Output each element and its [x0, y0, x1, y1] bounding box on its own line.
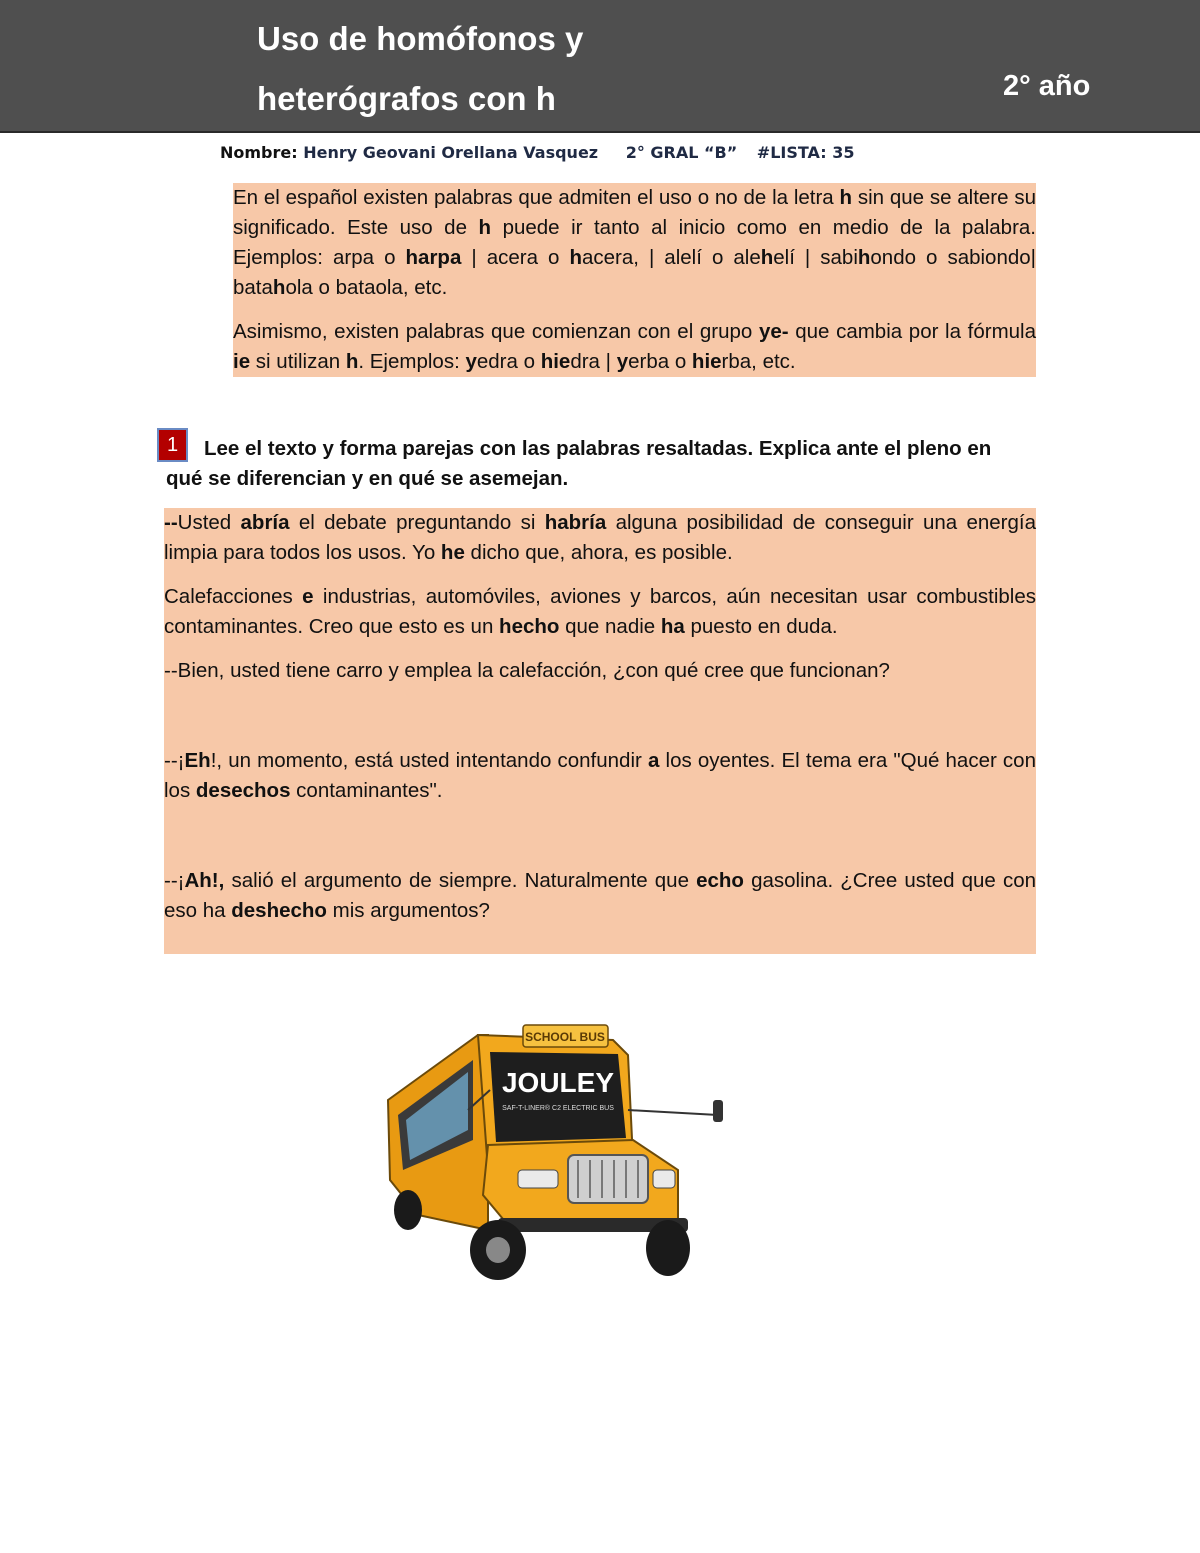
- text-run: | acera o: [461, 246, 570, 269]
- text-run: edra o: [476, 350, 541, 373]
- highlighted-word: h: [760, 246, 774, 269]
- highlighted-word: abría: [240, 511, 290, 534]
- text-run: acera, | alelí o ale: [581, 246, 761, 269]
- highlighted-word: Ah!,: [184, 869, 225, 892]
- text-run: si utilizan: [250, 350, 346, 373]
- highlighted-word: ye-: [758, 320, 789, 343]
- text-run: rba, etc.: [721, 350, 796, 373]
- student-info: [220, 143, 854, 162]
- highlighted-word: ie: [233, 350, 251, 373]
- text-run: Usted: [177, 511, 241, 534]
- highlighted-word: he: [440, 541, 465, 564]
- text-run: En el español existen palabras que admiten el uso o no de la letra: [233, 186, 840, 209]
- highlighted-word: e: [302, 585, 314, 608]
- page-header: [0, 0, 1200, 133]
- text-run: erba o: [628, 350, 692, 373]
- highlighted-word: h: [569, 246, 582, 269]
- grade-label: 2° año: [1003, 70, 1091, 102]
- dialogue-box: [164, 508, 1036, 954]
- highlighted-word: hie: [691, 350, 722, 373]
- title-line-1: Uso de homófonos y: [257, 20, 584, 57]
- bus-sign-text: SCHOOL BUS: [525, 1030, 605, 1044]
- text-run: elí | sabi: [773, 246, 858, 269]
- activity-instruction-text: Lee el texto y forma parejas con las palabras resaltadas. Explica ante el pleno en qué se diferencian y en qué se asemejan.: [166, 437, 992, 490]
- school-bus-image: [378, 1020, 748, 1280]
- text-run: . Ejemplos:: [358, 350, 466, 373]
- intro-paragraph-2: [233, 317, 1036, 377]
- text-run: gasolina. ¿Cree usted que con eso ha: [164, 869, 1036, 922]
- highlighted-word: h: [478, 216, 492, 239]
- text-run: puede ir tanto al inicio como en medio de la palabra. Ejemplos: arpa o: [233, 216, 1036, 269]
- student-name: Henry Geovani Orellana Vasquez: [303, 143, 599, 162]
- highlighted-word: deshecho: [231, 899, 327, 922]
- text-run: --¡: [164, 869, 185, 892]
- text-run: los oyentes. El tema era "Qué hacer con los: [164, 749, 1036, 802]
- highlighted-word: h: [857, 246, 871, 269]
- intro-paragraph-1: [233, 183, 1036, 303]
- text-run: industrias, automóviles, aviones y barcos, aún necesitan usar combustibles contaminantes. Creo que esto es un: [164, 585, 1036, 638]
- highlighted-word: echo: [696, 869, 744, 892]
- text-run: contaminantes".: [290, 779, 443, 802]
- dialogue-paragraph-2: [164, 582, 1036, 642]
- highlighted-word: desechos: [195, 779, 291, 802]
- text-run: mis argumentos?: [326, 899, 490, 922]
- text-run: dra |: [570, 350, 617, 373]
- highlighted-word: a: [647, 749, 660, 772]
- activity-number-badge: 1: [157, 428, 188, 462]
- text-run: que nadie: [559, 615, 661, 638]
- text-run: sin que se altere su significado. Este uso de: [233, 186, 1036, 239]
- text-run: el debate preguntando si: [289, 511, 545, 534]
- name-label: Nombre:: [220, 143, 298, 162]
- title-line-2: heterógrafos con h: [257, 80, 556, 117]
- text-run: alguna posibilidad de conseguir una energía limpia para todos los usos. Yo: [164, 511, 1037, 564]
- text-run: dicho que, ahora, es posible.: [464, 541, 733, 564]
- text-run: puesto en duda.: [684, 615, 838, 638]
- dialogue-paragraph-5: [164, 866, 1036, 926]
- highlighted-word: hie: [540, 350, 571, 373]
- intro-box: [233, 183, 1036, 377]
- text-run: salió el argumento de siempre. Naturalmente que: [224, 869, 697, 892]
- bus-brand-text: JOULEY: [501, 1067, 615, 1098]
- text-run: ondo o sabiondo| bata: [233, 246, 1036, 299]
- highlighted-word: Eh: [184, 749, 211, 772]
- student-list-number: #LISTA: 35: [756, 143, 855, 162]
- text-run: que cambia por la fórmula: [788, 320, 1036, 343]
- dialogue-paragraph-1: [164, 508, 1036, 568]
- text-run: --¡: [164, 749, 185, 772]
- highlighted-word: y: [465, 350, 477, 373]
- highlighted-word: ha: [660, 615, 685, 638]
- text-run: --Bien, usted tiene carro y emplea la calefacción, ¿con qué cree que funcionan?: [164, 659, 890, 682]
- highlighted-word: h: [272, 276, 286, 299]
- highlighted-word: habría: [544, 511, 607, 534]
- highlighted-word: h: [839, 186, 853, 209]
- text-run: Calefacciones: [164, 585, 303, 608]
- highlighted-word: --: [164, 511, 178, 534]
- bus-tagline-text: SAF-T-LINER® C2 ELECTRIC BUS: [502, 1105, 614, 1112]
- highlighted-word: hecho: [499, 615, 560, 638]
- highlighted-word: h: [345, 350, 359, 373]
- text-run: !, un momento, está usted intentando confundir: [210, 749, 648, 772]
- text-run: ola o bataola, etc.: [285, 276, 448, 299]
- highlighted-word: harpa: [405, 246, 462, 269]
- school-bus-illustration: [378, 1020, 748, 1280]
- dialogue-paragraph-4: [164, 746, 1036, 806]
- text-run: Asimismo, existen palabras que comienzan con el grupo: [233, 320, 759, 343]
- dialogue-paragraph-3: [164, 656, 1036, 686]
- student-group: 2° GRAL “B”: [625, 143, 738, 162]
- highlighted-word: y: [616, 350, 629, 373]
- activity-instruction: [166, 434, 1026, 494]
